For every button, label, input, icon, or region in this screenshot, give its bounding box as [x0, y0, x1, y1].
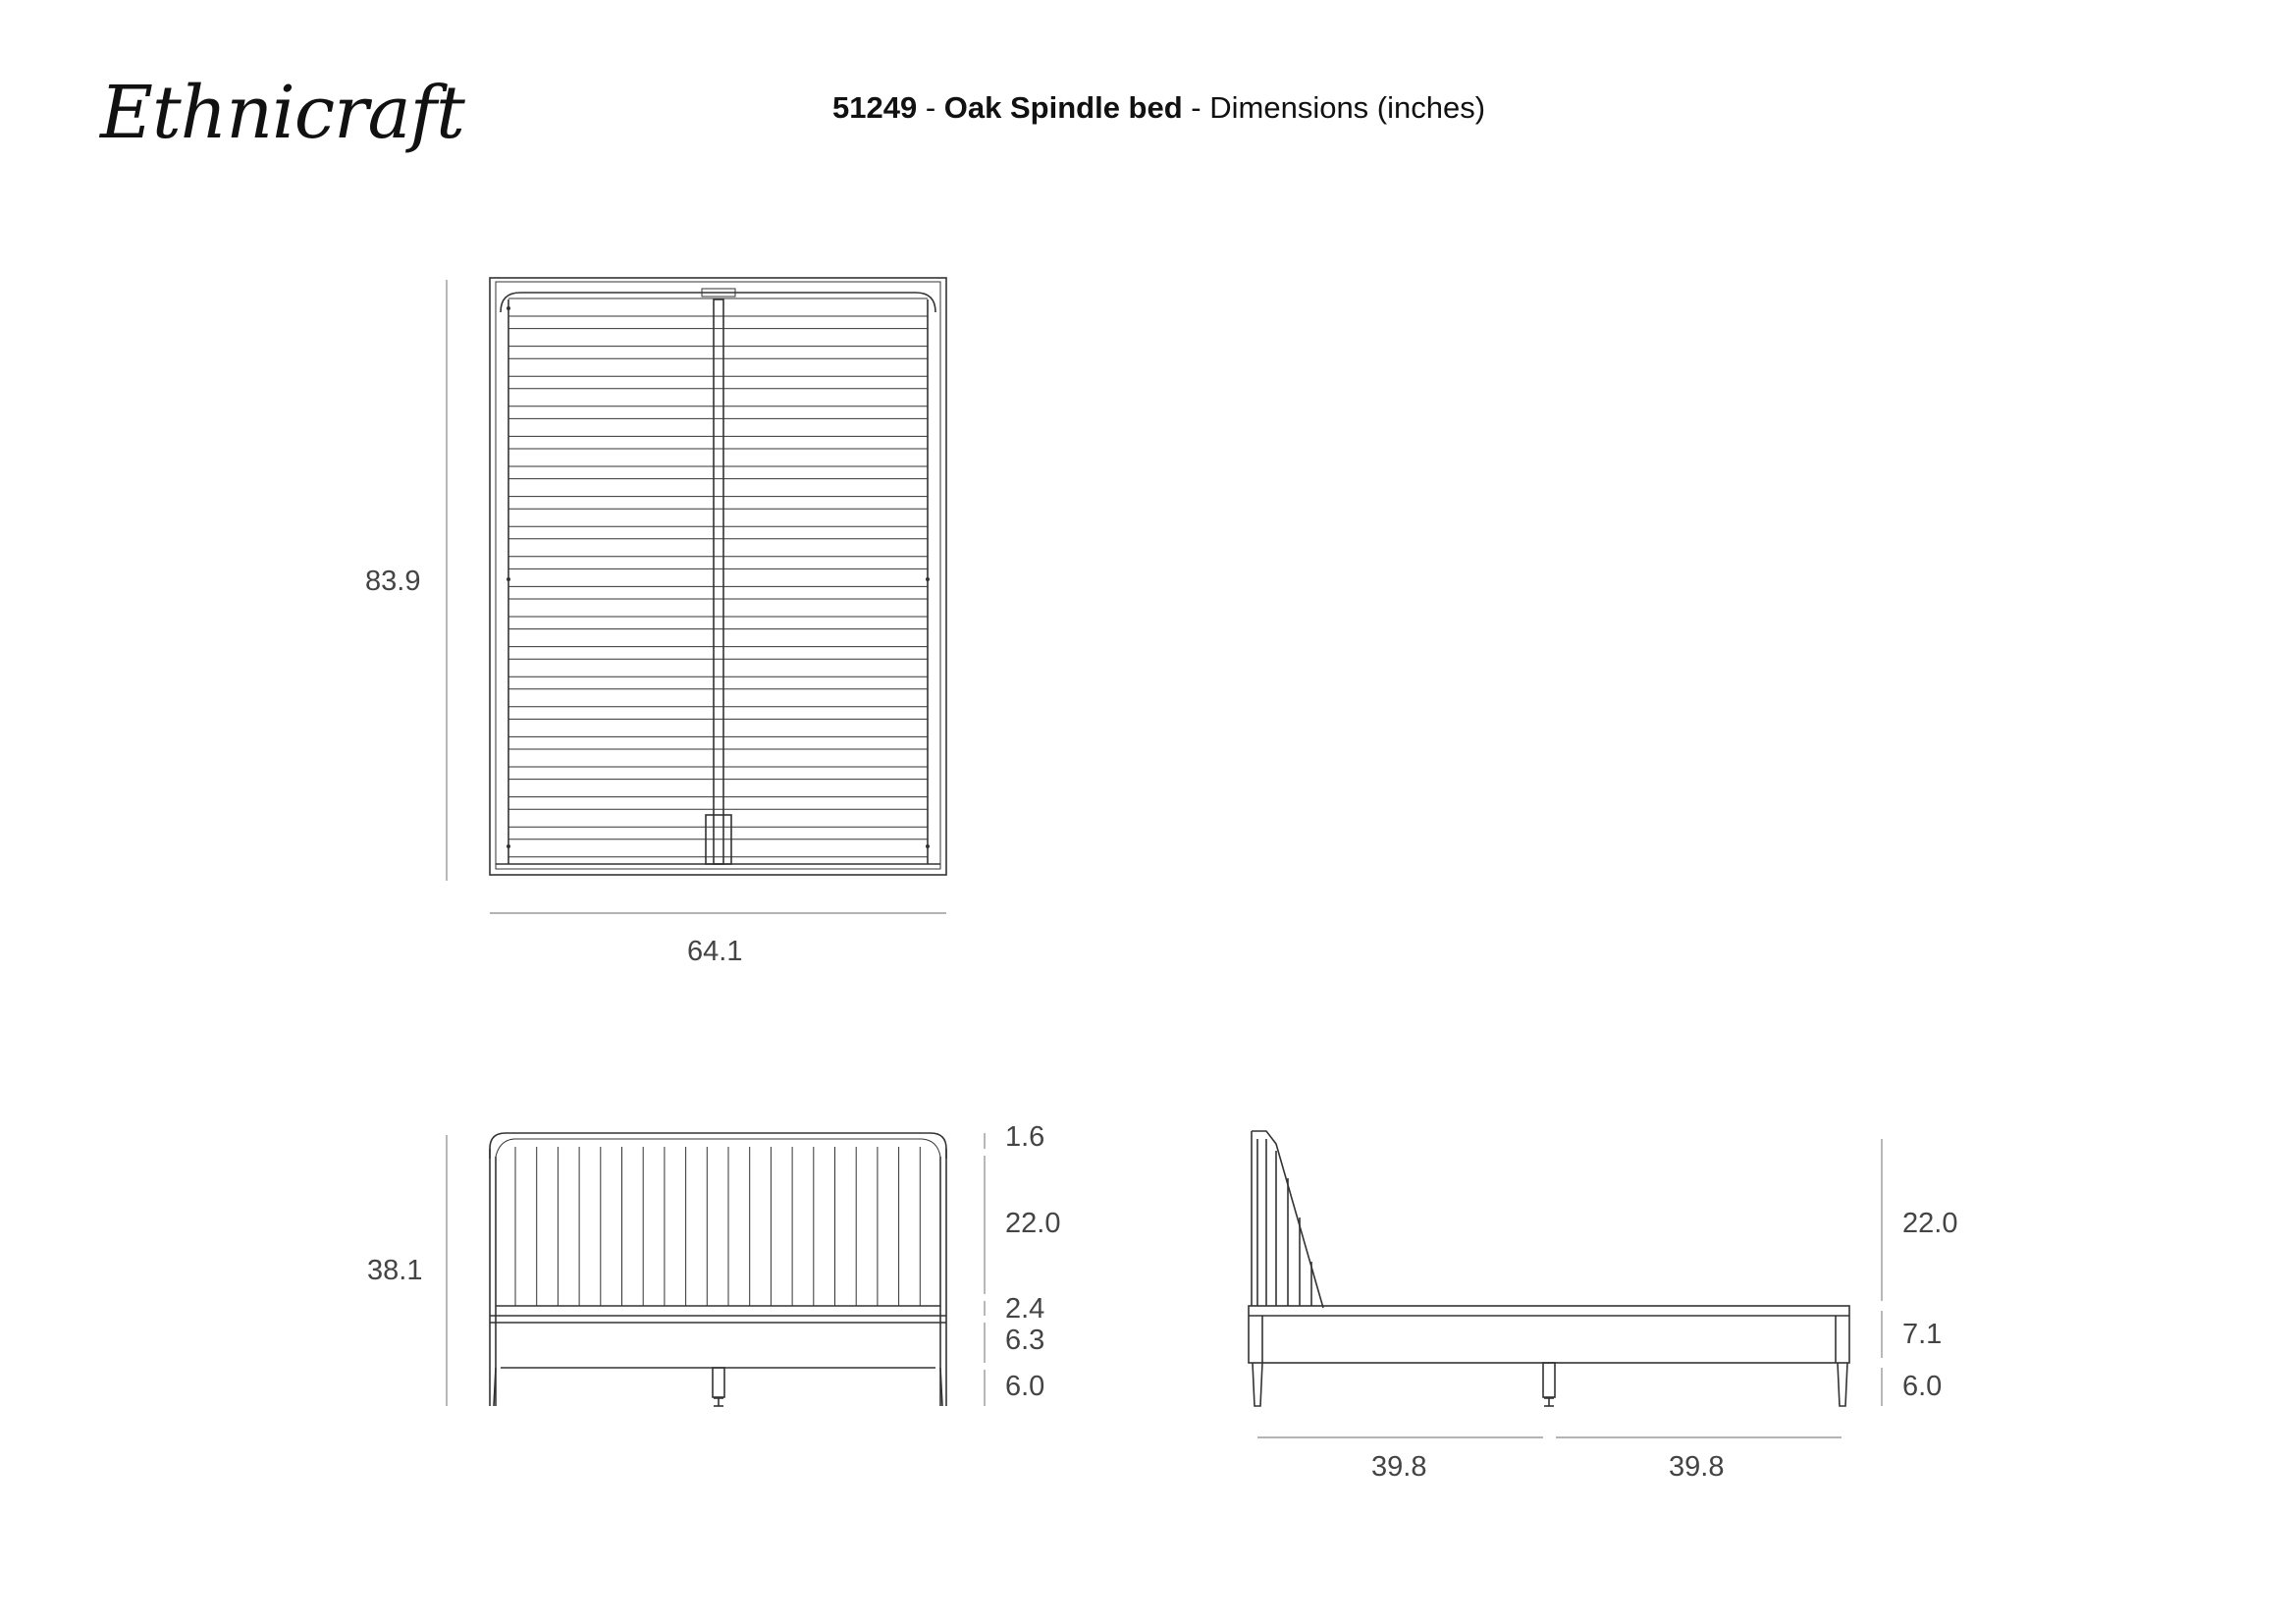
title-separator-2: -: [1182, 90, 1210, 125]
front-total-height-label: 38.1: [367, 1255, 423, 1286]
top-view-drawing: [490, 278, 946, 875]
product-name: Oak Spindle bed: [943, 90, 1183, 125]
title-suffix: Dimensions (inches): [1209, 90, 1486, 125]
headboard-spindles: [515, 1147, 920, 1306]
side-view-drawing: [1249, 1131, 1849, 1406]
side-frame-height-label: 7.1: [1902, 1319, 1943, 1350]
front-spindle-height-label: 22.0: [1005, 1208, 1061, 1239]
side-half-length-label-2: 39.8: [1669, 1451, 1725, 1483]
front-leg-height-label: 6.0: [1005, 1371, 1045, 1402]
side-half-length-label-1: 39.8: [1371, 1451, 1427, 1483]
top-length-label: 83.9: [365, 566, 421, 597]
side-headboard-height-label: 22.0: [1902, 1208, 1958, 1239]
top-width-label: 64.1: [687, 936, 743, 967]
front-view-drawing: [490, 1133, 946, 1406]
front-rail-height-label: 2.4: [1005, 1293, 1045, 1325]
title-separator-1: -: [917, 90, 944, 125]
front-frame-height-label: 6.3: [1005, 1325, 1045, 1356]
front-cap-height-label: 1.6: [1005, 1121, 1045, 1153]
side-leg-height-label: 6.0: [1902, 1371, 1943, 1402]
brand-logo: Ethnicraft: [100, 71, 464, 155]
page-title: [832, 90, 1485, 125]
product-code: 51249: [832, 90, 918, 125]
bed-slats: [508, 298, 928, 857]
